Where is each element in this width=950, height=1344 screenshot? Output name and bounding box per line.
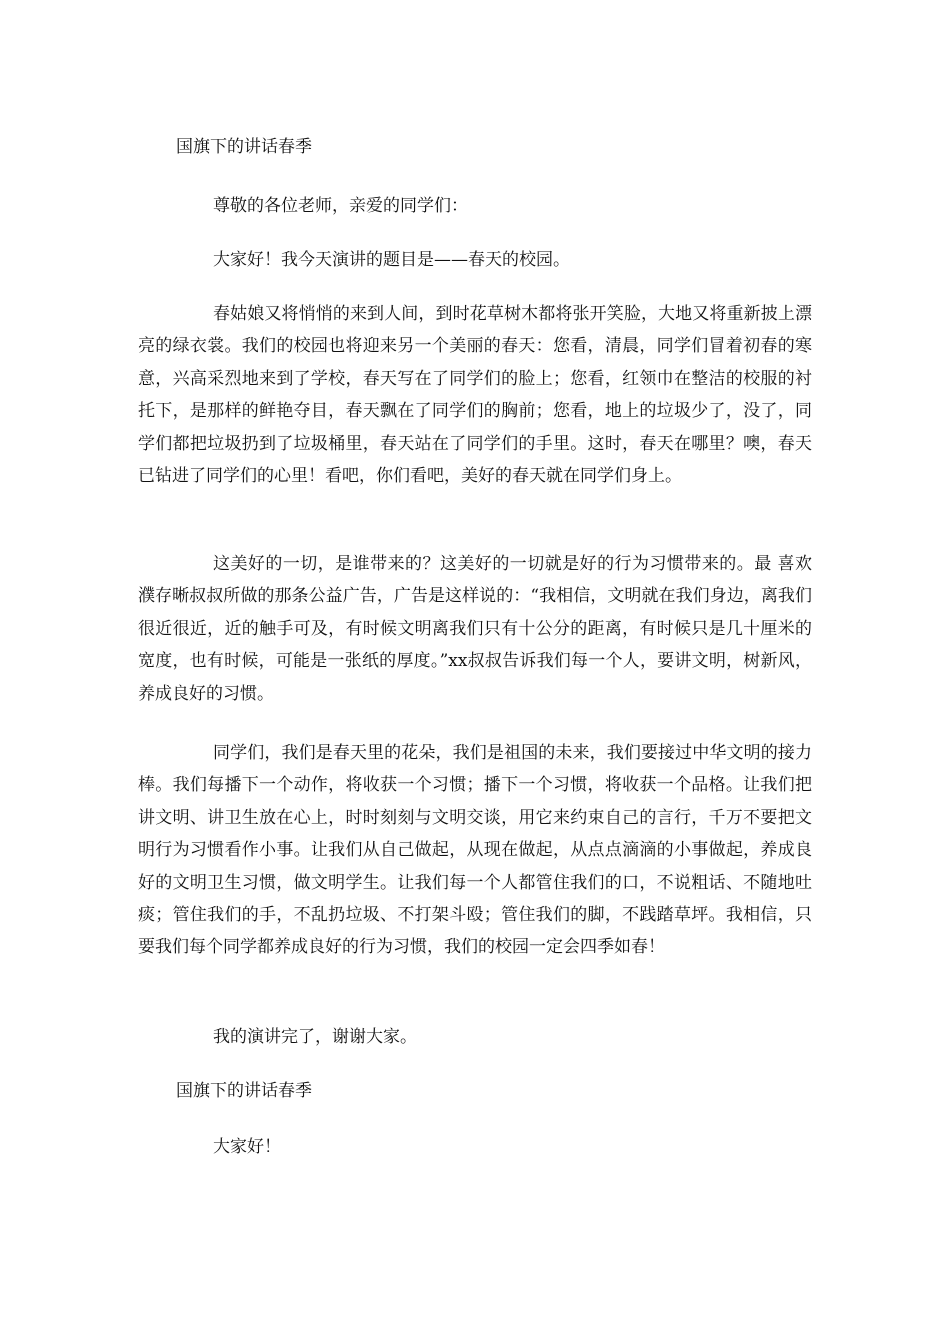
document-title: 国旗下的讲话春季 xyxy=(176,137,312,157)
paragraph-good-habits: 这美好的一切，是谁带来的？这美好的一切就是好的行为习惯带来的。最 喜欢濮存晰叔叔所做的那条公益广告，广告是这样说的：“我相信，文明就在我们身边，离我们很近很近，近的触手可及，有时候文明离我们只有十公分的距离，有时候只是几十厘米的宽度，也有时候，可能是一张纸的厚度。”xx叔叔告诉我们每一个人，要讲文明，树新风，养成良好的习惯。 xyxy=(138,554,812,704)
intro-line: 大家好！我今天演讲的题目是——春天的校园。 xyxy=(213,250,570,270)
paragraph-civilization: 同学们，我们是春天里的花朵，我们是祖国的未来，我们要接过中华文明的接力棒。我们每播下一个动作，将收获一个习惯；播下一个习惯，将收获一个品格。让我们把讲文明、讲卫生放在心上，时时刻刻与文明交谈，用它来约束自己的言行，千万不要把文明行为习惯看作小事。让我们从自己做起，从现在做起，从点点滴滴的小事做起，养成良好的文明卫生习惯，做文明学生。让我们每一个人都管住我们的口，不说粗话、不随地吐痰；管住我们的手，不乱扔垃圾、不打架斗殴；管住我们的脚，不践踏草坪。我相信，只要我们每个同学都养成良好的行为习惯，我们的校园一定会四季如春！ xyxy=(138,743,812,958)
salutation: 尊敬的各位老师，亲爱的同学们： xyxy=(213,196,468,216)
closing-line: 我的演讲完了，谢谢大家。 xyxy=(213,1027,417,1047)
greeting-line: 大家好！ xyxy=(213,1137,281,1157)
document-title-second: 国旗下的讲话春季 xyxy=(176,1081,312,1101)
paragraph-spring-campus: 春姑娘又将悄悄的来到人间，到时花草树木都将张开笑脸，大地又将重新披上漂亮的绿衣裳。我们的校园也将迎来另一个美丽的春天：您看，清晨，同学们冒着初春的寒意，兴高采烈地来到了学校，春天写在了同学们的脸上；您看，红领巾在整洁的校服的衬托下，是那样的鲜艳夺目，春天飘在了同学们的胸前；您看，地上的垃圾少了，没了，同学们都把垃圾扔到了垃圾桶里，春天站在了同学们的手里。这时，春天在哪里？噢，春天已钻进了同学们的心里！看吧，你们看吧，美好的春天就在同学们身上。 xyxy=(138,304,812,487)
